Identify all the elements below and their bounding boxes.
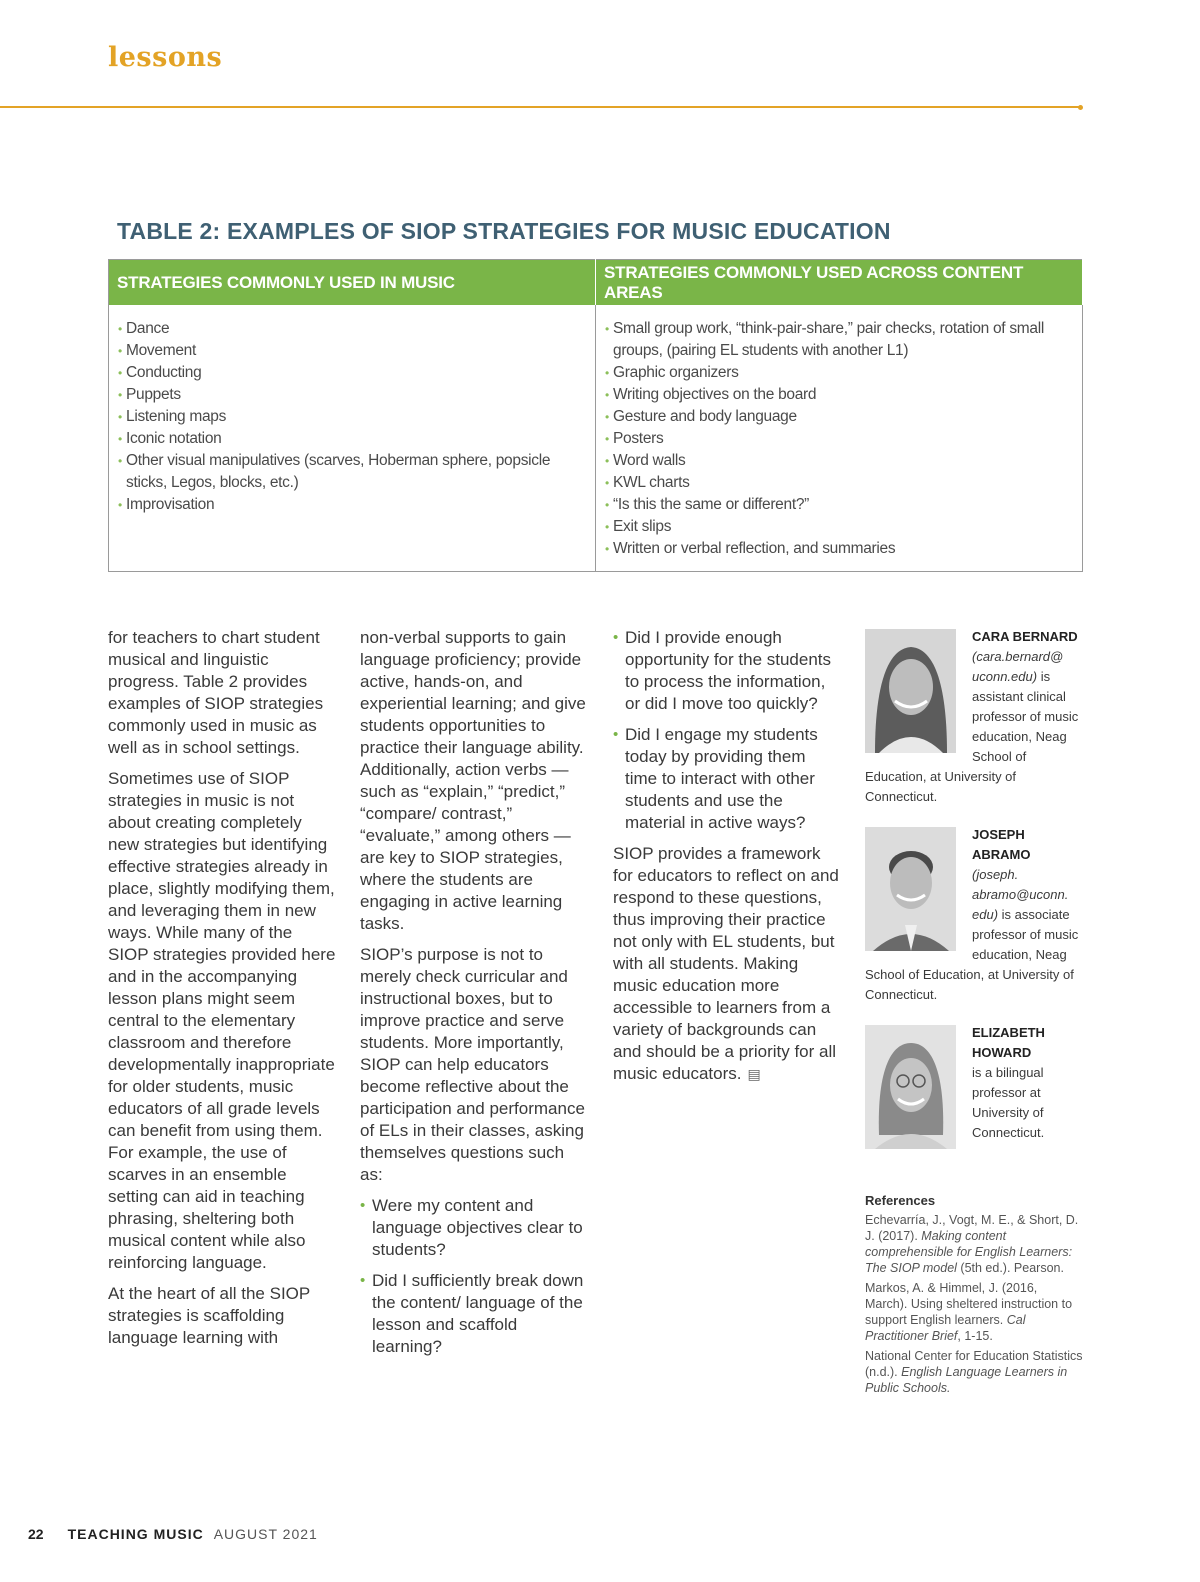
- author-description: is associate professor of music education, Neag School of Education, at University of Connecticut.: [865, 907, 1079, 1002]
- header-rule: [0, 106, 1082, 108]
- author-description: is assistant clinical professor of music education, Neag School of Education, at University of Connecticut.: [865, 669, 1079, 804]
- header-rule-dot: [1078, 105, 1083, 110]
- list-item: • “Is this the same or different?”: [605, 494, 1074, 516]
- question-bullet: • Did I provide enough opportunity for the students to process the information, or did I move too quickly?: [613, 627, 841, 715]
- author-bio: [865, 825, 1083, 1005]
- closing-paragraph-text: SIOP provides a framework for educators to reflect on and respond to these questions, thus improving their practice not only with EL students, but with all students. Making music education more accessible to learners from a variety of backgrounds can and should be a priority for all music educators.: [613, 844, 839, 1083]
- table-title: TABLE 2: EXAMPLES OF SIOP STRATEGIES FOR MUSIC EDUCATION: [117, 218, 891, 244]
- question-bullet: • Did I sufficiently break down the content/ language of the lesson and scaffold learning?: [360, 1270, 588, 1358]
- author-bio: [865, 1023, 1083, 1149]
- list-item: • Iconic notation: [118, 428, 587, 450]
- question-bullet: • Did I engage my students today by providing them time to interact with other students and use the material in active ways?: [613, 724, 841, 834]
- author-email: (cara.bernard@ uconn.edu): [972, 649, 1064, 684]
- references-title: References: [865, 1193, 936, 1208]
- list-item: • KWL charts: [605, 472, 1074, 494]
- reference-text: National Center for Education Statistics (n.d.).: [865, 1349, 1083, 1379]
- paragraph: non-verbal supports to gain language proficiency; provide active, hands-on, and experiential learning; and give students opportunities to practice their language ability. Additionally, action verbs — such as “explain,” “predict,” “compare/ contrast,” “evaluate,” among others — are key to SIOP strategies, where the students are engaging in active learning tasks.: [360, 628, 586, 933]
- paragraph: Sometimes use of SIOP strategies in music is not about creating completely new strategies but identifying effective strategies already in place, slightly modifying them, and leveraging them in new ways. While many of the SIOP strategies provided here and in the accompanying lesson plans might seem central to the elementary classroom and therefore developmentally inappropriate for older students, music educators of all grade levels can benefit from using them. For example, the use of scarves in an ensemble setting can aid in teaching phrasing, sheltering both musical content while also reinforcing language.: [108, 769, 336, 1272]
- reference-title: English Language Learners in Public Schools.: [865, 1365, 1068, 1395]
- author-photo: [865, 827, 956, 951]
- author-description: is a bilingual professor at University of Connecticut.: [972, 1065, 1045, 1140]
- reference-title: Making content comprehensible for English Learners: The SIOP model: [865, 1229, 1073, 1275]
- magazine-name: TEACHING MUSIC: [67, 1526, 204, 1542]
- reference-item: [865, 1212, 1083, 1276]
- paragraph: for teachers to chart student musical and linguistic progress. Table 2 provides examples of SIOP strategies commonly used in music as well as in school settings.: [108, 628, 324, 757]
- list-item: • Movement: [118, 340, 587, 362]
- list-item: • Improvisation: [118, 494, 587, 516]
- reference-title: Cal Practitioner Brief: [865, 1313, 1026, 1343]
- question-bullet: • Were my content and language objectives clear to students?: [360, 1195, 588, 1261]
- list-item: • Word walls: [605, 450, 1074, 472]
- end-of-article-icon: ▤: [747, 1066, 761, 1082]
- author-photo: [865, 629, 956, 753]
- author-name: JOSEPH ABRAMO: [972, 827, 1031, 862]
- list-item: • Small group work, “think-pair-share,” pair checks, rotation of small groups, (pairing EL students with another L1): [605, 318, 1074, 362]
- article-column-1: [108, 627, 336, 1358]
- author-name: CARA BERNARD: [972, 629, 1078, 644]
- article-column-3: [613, 627, 841, 1094]
- issue-date: AUGUST 2021: [213, 1526, 318, 1542]
- author-photo: [865, 1025, 956, 1149]
- table-header-content-areas: STRATEGIES COMMONLY USED ACROSS CONTENT AREAS: [596, 260, 1083, 306]
- paragraph: SIOP’s purpose is not to merely check curricular and instructional boxes, but to improve practice and serve students. More importantly, SIOP can help educators become reflective about the participation and performance of ELs in their classes, asking themselves questions such as:: [360, 945, 585, 1184]
- reference-item: [865, 1348, 1083, 1396]
- table-cell-content-areas: [596, 305, 1083, 572]
- table-header-music: STRATEGIES COMMONLY USED IN MUSIC: [109, 260, 596, 306]
- article-column-2: [360, 627, 588, 1367]
- paragraph: At the heart of all the SIOP strategies is scaffolding language learning with: [108, 1284, 310, 1347]
- list-item: • Exit slips: [605, 516, 1074, 538]
- reference-text: (5th ed.). Pearson.: [960, 1261, 1064, 1275]
- list-item: • Written or verbal reflection, and summaries: [605, 538, 1074, 560]
- reference-text: Echevarría, J., Vogt, M. E., & Short, D. J. (2017).: [865, 1213, 1079, 1243]
- list-item: • Posters: [605, 428, 1074, 450]
- author-bio: [865, 627, 1083, 807]
- list-item: • Listening maps: [118, 406, 587, 428]
- list-item: • Conducting: [118, 362, 587, 384]
- paragraph: [613, 843, 841, 1085]
- reference-text: Markos, A. & Himmel, J. (2016, March). Using sheltered instruction to support English learners.: [865, 1281, 1073, 1327]
- author-email: (joseph. abramo@uconn. edu): [972, 867, 1069, 922]
- reference-text: , 1-15.: [957, 1329, 993, 1343]
- list-item: • Puppets: [118, 384, 587, 406]
- section-label: lessons: [108, 42, 223, 73]
- siop-strategies-table: [108, 259, 1083, 572]
- reference-item: [865, 1280, 1083, 1344]
- list-item: • Writing objectives on the board: [605, 384, 1074, 406]
- list-item: • Gesture and body language: [605, 406, 1074, 428]
- references: [865, 1193, 1083, 1400]
- page-number: 22: [28, 1526, 44, 1542]
- list-item: • Graphic organizers: [605, 362, 1074, 384]
- list-item: • Dance: [118, 318, 587, 340]
- table-cell-music: [109, 305, 596, 572]
- page-footer: [28, 1526, 318, 1542]
- author-name: ELIZABETH HOWARD: [972, 1025, 1045, 1060]
- list-item: • Other visual manipulatives (scarves, Hoberman sphere, popsicle sticks, Legos, blocks, etc.): [118, 450, 587, 494]
